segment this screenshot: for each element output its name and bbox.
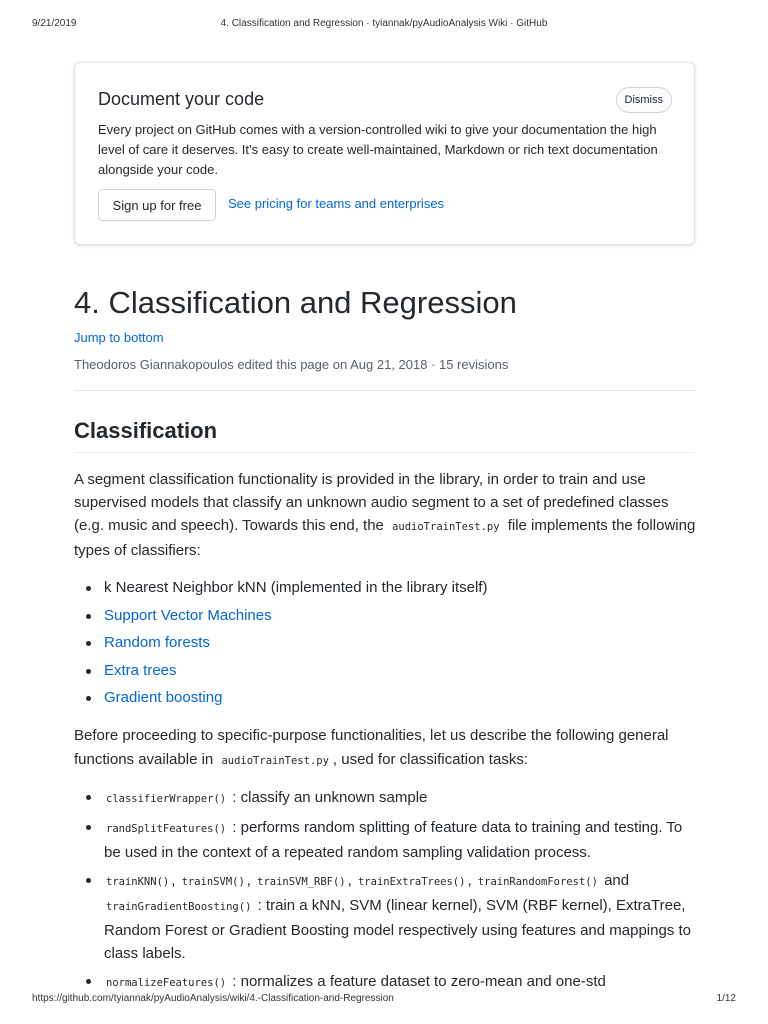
divider: [74, 390, 695, 391]
revision-meta: Theodoros Giannakopoulos edited this page on Aug 21, 2018 · 15 revisions: [74, 357, 509, 372]
functions-paragraph: [74, 724, 699, 773]
print-url: https://github.com/tyiannak/pyAudioAnalysis/wiki/4.-Classification-and-Regression: [32, 993, 394, 1004]
dismiss-button[interactable]: Dismiss: [616, 87, 673, 113]
list-item: [74, 687, 699, 715]
function-list: [74, 786, 699, 1000]
page-title: 4. Classification and Regression: [74, 285, 517, 320]
pricing-link[interactable]: See pricing for teams and enterprises: [228, 196, 445, 211]
intro-text-1: A segment classification functionality is provided in the library, in order to train and use supervised models that classify an unknown audio segment to a set of predefined classes (e.g. music and speech). Towards this end, the: [74, 471, 669, 534]
functions-text-1: Before proceeding to specific-purpose functionalities, let us describe the following general functions available in: [74, 727, 669, 768]
banner-description: Every project on GitHub comes with a version-controlled wiki to give your documentation the high level of care it deserves. It’s easy to create well-maintained, Markdown or rich text documentation alongside your code.: [98, 122, 658, 177]
function-code: randSplitFeatures(): [106, 823, 227, 835]
inline-code: audioTrainTest.py: [221, 755, 329, 767]
random-forests-link[interactable]: Random forests: [104, 634, 210, 651]
list-item: [74, 577, 699, 605]
classifier-list: [74, 577, 699, 715]
list-item: [74, 660, 699, 688]
function-desc: : train a kNN, SVM (linear kernel), SVM (RBF kernel), ExtraTree, Random Forest or Gradient Boosting model respectively using features and mappings to class labels.: [104, 897, 691, 962]
sign-up-button[interactable]: Sign up for free: [98, 189, 216, 221]
inline-code: audioTrainTest.py: [392, 521, 500, 533]
function-code: classifierWrapper(): [106, 793, 227, 805]
print-header: [32, 18, 736, 32]
list-item: [74, 816, 699, 864]
print-footer: [32, 993, 736, 1007]
function-desc: : classify an unknown sample: [232, 789, 428, 806]
classifier-knn: k Nearest Neighbor kNN (implemented in the library itself): [104, 579, 488, 596]
function-desc: : normalizes a feature dataset to zero-mean and one-std: [232, 973, 606, 990]
section-heading: Classification: [74, 418, 218, 443]
function-code: trainRandomForest(): [477, 876, 598, 888]
gradient-boosting-link[interactable]: Gradient boosting: [104, 689, 223, 706]
print-title: 4. Classification and Regression · tyiannak/pyAudioAnalysis Wiki · GitHub: [220, 18, 548, 29]
list-item: trainKNN() , trainSVM() , trainSVM_RBF() , trainExtraTrees() , trainRandomForest() and trainGradientBoosting() : train a kNN, SVM (linear kernel), SVM (RBF kernel), ExtraTree, Random Forest or Gradient Boosting model respectively using features and mappings to class labels.: [74, 869, 699, 965]
heading-divider: [74, 452, 695, 453]
functions-text-2: , used for classification tasks:: [332, 751, 528, 768]
list-item: [74, 632, 699, 660]
intro-text-2: file implements the following types of classifiers:: [74, 517, 696, 559]
banner-title: Document your code: [98, 89, 265, 109]
extra-trees-link[interactable]: Extra trees: [104, 661, 177, 679]
list-item: [74, 605, 699, 633]
jump-to-bottom-link[interactable]: Jump to bottom: [74, 330, 164, 345]
print-page-number: 1/12: [716, 993, 736, 1004]
function-desc: : performs random splitting of feature data to training and testing. To be used in the context of a repeated random sampling validation process.: [104, 819, 683, 861]
list-item: [74, 786, 699, 811]
function-code: trainSVM_RBF(): [257, 876, 346, 888]
function-code: trainExtraTrees(): [357, 876, 466, 888]
and-text: and: [604, 872, 630, 889]
function-code: normalizeFeatures(): [106, 977, 227, 989]
document-code-banner: [74, 62, 695, 245]
print-date: 9/21/2019: [32, 18, 77, 29]
svm-link[interactable]: Support Vector Machines: [104, 606, 272, 624]
intro-paragraph: [74, 468, 699, 562]
function-code: trainKNN(): [106, 876, 170, 888]
function-code: trainSVM(): [181, 876, 245, 888]
list-item: [74, 970, 699, 995]
function-code: trainGradientBoosting(): [106, 901, 252, 913]
